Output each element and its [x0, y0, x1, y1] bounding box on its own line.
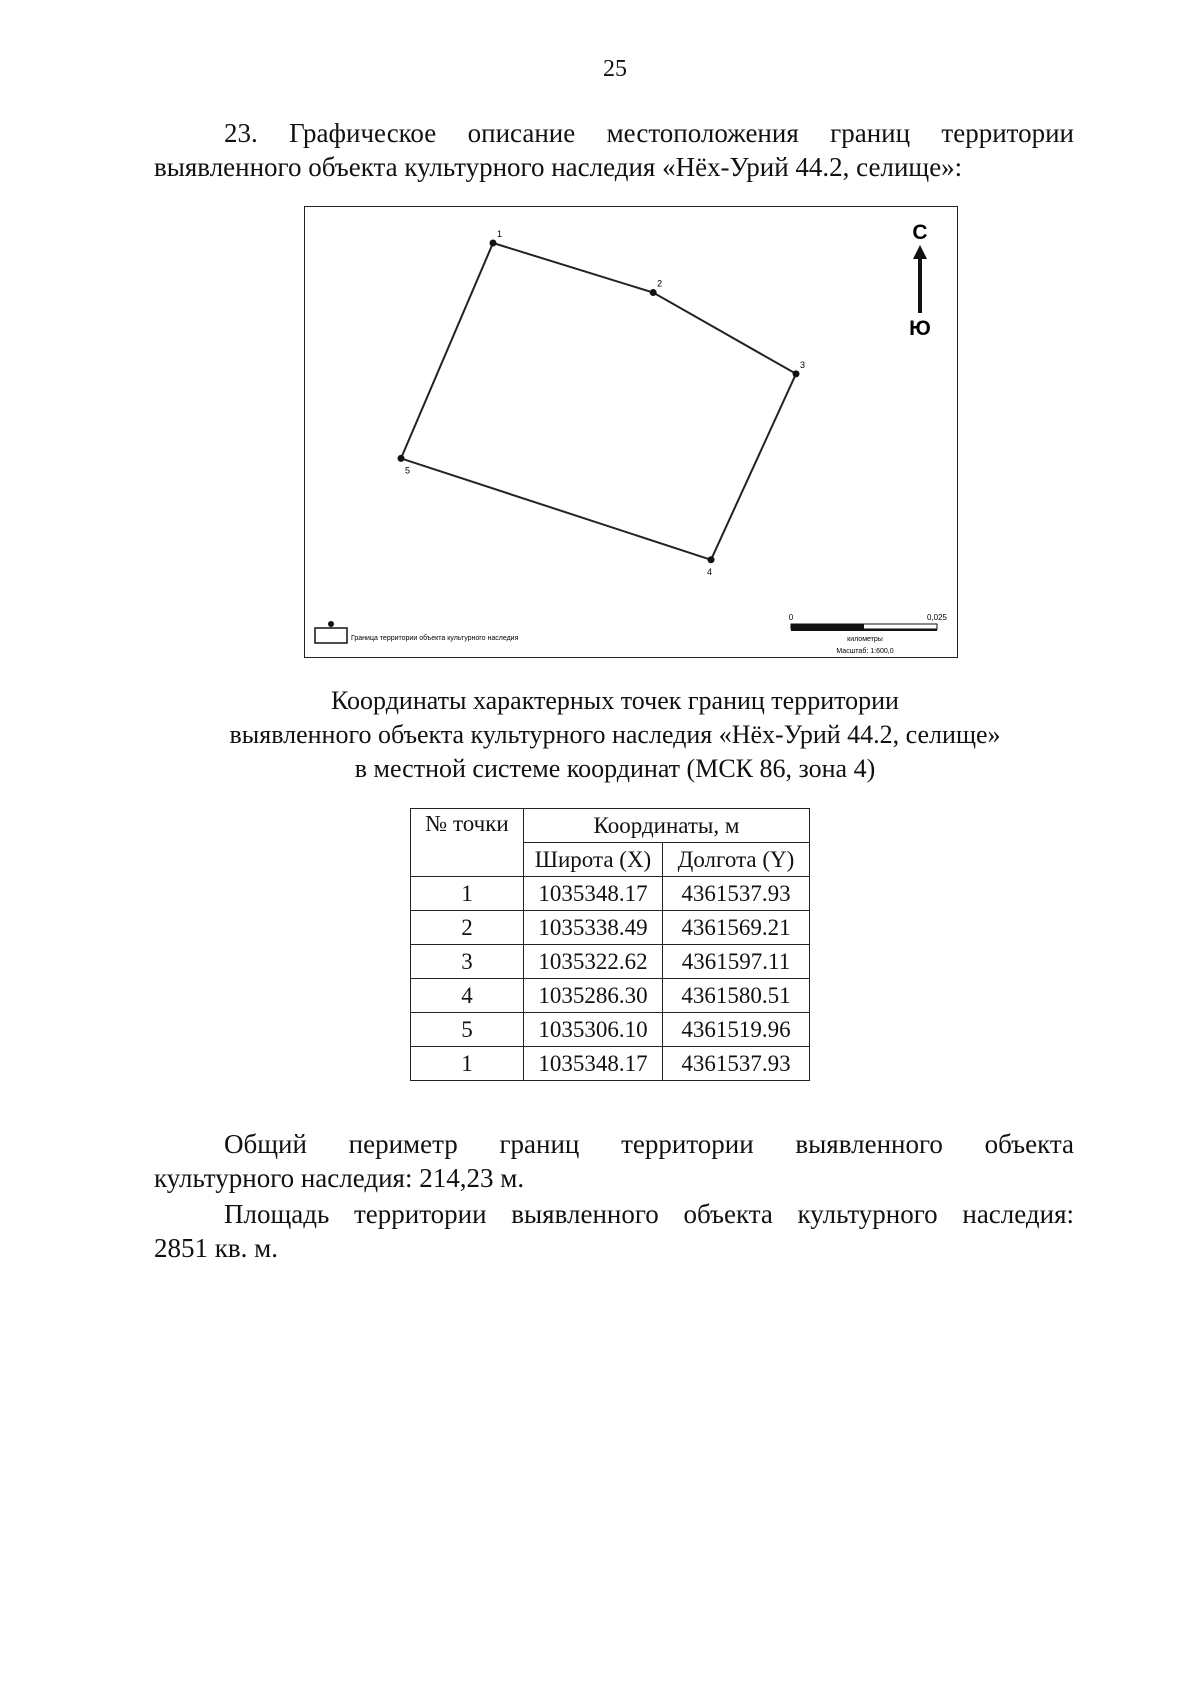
scale-start-label: 0	[788, 613, 794, 622]
table-row	[411, 979, 810, 1013]
table-row	[411, 945, 810, 979]
header-y: Долгота (Y)	[663, 843, 810, 877]
table-row	[411, 911, 810, 945]
cell-point: 3	[411, 945, 524, 979]
cell-point: 2	[411, 911, 524, 945]
perimeter-line-1: Общий периметр границ территории выявленного объекта	[224, 1129, 1074, 1159]
area-paragraph	[154, 1197, 1074, 1265]
table-row	[411, 1047, 810, 1081]
cell-point: 1	[411, 877, 524, 911]
vertex-label: 1	[497, 229, 503, 239]
boundary-polygon	[401, 243, 796, 560]
scale-units-label: километры	[847, 636, 883, 643]
boundary-vertex	[650, 289, 657, 296]
north-label: С	[912, 221, 928, 244]
boundary-vertex	[793, 370, 800, 377]
page-number: 25	[603, 56, 627, 82]
perimeter-paragraph	[154, 1127, 1074, 1195]
header-x: Широта (X)	[524, 843, 663, 877]
coordinates-title	[0, 684, 1200, 786]
cell-x: 1035348.17	[524, 877, 663, 911]
cell-x: 1035348.17	[524, 1047, 663, 1081]
coordinates-title-line-2: выявленного объекта культурного наследия «Нёх-Урий 44.2, селище»	[229, 720, 1001, 749]
vertex-label: 3	[800, 359, 806, 370]
cell-x: 1035322.62	[524, 945, 663, 979]
header-point: № точки	[411, 809, 524, 877]
vertex-label: 2	[657, 278, 663, 289]
cell-x: 1035306.10	[524, 1013, 663, 1047]
legend-swatch	[315, 628, 347, 643]
boundary-vertex	[398, 455, 405, 462]
vertex-label: 5	[405, 465, 411, 476]
cell-y: 4361580.51	[663, 979, 810, 1013]
boundary-vertex	[708, 556, 715, 563]
cell-y: 4361537.93	[663, 877, 810, 911]
cell-y: 4361569.21	[663, 911, 810, 945]
cell-point: 4	[411, 979, 524, 1013]
table-row	[411, 877, 810, 911]
perimeter-line-2: культурного наследия: 214,23 м.	[154, 1163, 525, 1193]
coordinates-table	[410, 808, 810, 1081]
cell-point: 5	[411, 1013, 524, 1047]
scale-bar	[789, 613, 948, 655]
heading-line-1: 23. Графическое описание местоположения границ территории	[224, 118, 1074, 148]
boundary-vertex	[490, 240, 497, 247]
north-arrow-icon	[909, 221, 931, 340]
header-coordinates: Координаты, м	[524, 809, 810, 843]
coordinates-title-line-3: в местной системе координат (МСК 86, зона 4)	[354, 754, 876, 783]
cell-y: 4361519.96	[663, 1013, 810, 1047]
south-label: Ю	[909, 317, 931, 340]
section-heading	[154, 116, 1074, 184]
cell-x: 1035286.30	[524, 979, 663, 1013]
cell-y: 4361597.11	[663, 945, 810, 979]
area-line-1: Площадь территории выявленного объекта культурного наследия:	[224, 1199, 1074, 1229]
heading-line-2: выявленного объекта культурного наследия «Нёх-Урий 44.2, селище»:	[154, 152, 963, 182]
vertex-label: 4	[707, 566, 713, 577]
map-legend	[315, 621, 519, 643]
cell-point: 1	[411, 1047, 524, 1081]
boundary-map	[304, 206, 958, 658]
area-line-2: 2851 кв. м.	[154, 1233, 278, 1263]
coordinates-title-line-1: Координаты характерных точек границ территории	[331, 686, 899, 715]
boundary-map-canvas	[305, 207, 957, 657]
legend-label: Граница территории объекта культурного наследия	[351, 635, 519, 642]
scale-end-label: 0,025	[926, 613, 948, 622]
table-row	[411, 1013, 810, 1047]
cell-y: 4361537.93	[663, 1047, 810, 1081]
cell-x: 1035338.49	[524, 911, 663, 945]
scale-ratio-label: Масштаб: 1:600,0	[836, 648, 894, 655]
